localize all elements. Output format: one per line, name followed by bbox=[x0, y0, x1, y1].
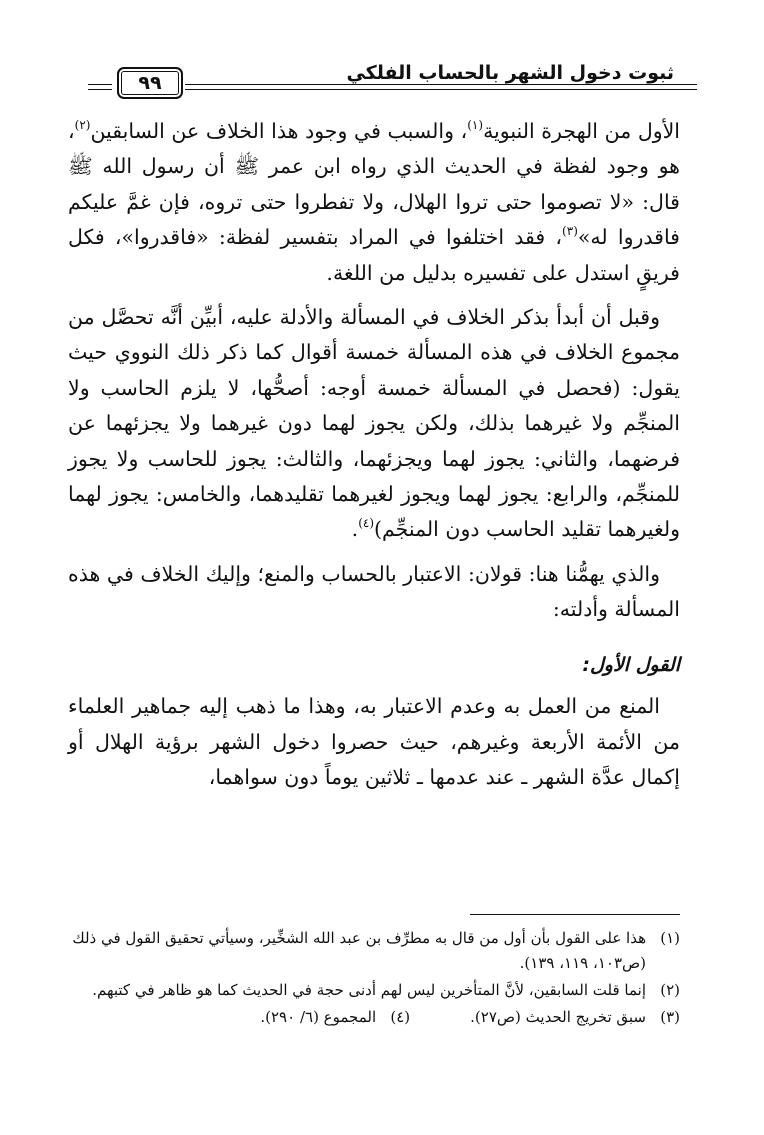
footnote-text: سبق تخريج الحديث (ص٢٧). bbox=[470, 1008, 646, 1026]
footnote-ref: (٢) bbox=[74, 118, 91, 132]
footnote-separator bbox=[470, 914, 680, 915]
footnote-ref: (١) bbox=[467, 118, 484, 132]
footnote bbox=[260, 1005, 410, 1030]
footnote-text: المجموع (٦/ ٢٩٠). bbox=[260, 1008, 377, 1026]
section-heading: القول الأول: bbox=[582, 653, 680, 676]
footnote-ref: (٣) bbox=[562, 224, 578, 239]
running-title: ثبوت دخول الشهر بالحساب الفلكي bbox=[346, 62, 674, 84]
footnote-number: (٤) bbox=[390, 1008, 411, 1026]
header-rule bbox=[185, 84, 697, 90]
header-rule-short bbox=[88, 84, 112, 90]
footnote-ref: (٤) bbox=[358, 516, 375, 531]
footnotes bbox=[68, 926, 680, 1030]
page-number: ٩٩ bbox=[117, 67, 183, 99]
footnote-number: (٣) bbox=[660, 1008, 680, 1026]
footnote-number: (١) bbox=[660, 929, 680, 947]
footnote bbox=[68, 978, 680, 1003]
main-text bbox=[68, 114, 680, 804]
paragraph: المنع من العمل به وعدم الاعتبار به، وهذا ما ذهب إليه جماهير العلماء من الأئمة الأربعة وغيرهم، حيث حصروا دخول الشهر برؤية الهلال أو إكمال عدَّة الشهر ـ عند عدمها ـ ثلاثين يوماً دون سواهما، bbox=[68, 694, 680, 789]
footnote bbox=[68, 926, 680, 976]
paragraph: والذي يهمُّنا هنا: قولان: الاعتبار بالحساب والمنع؛ وإليك الخلاف في هذه المسألة وأدلته: bbox=[68, 561, 680, 622]
footnote bbox=[470, 1005, 680, 1030]
footnote-row bbox=[68, 1005, 680, 1030]
paragraph: الأول من الهجرة النبوية$^{(١)}$، والسبب في وجود هذا الخلاف عن السابقين$^{(٢)}$، هو وجود لفظة في الحديث الذي رواه ابن عمر ﷺ أن رسول الله ﷺ قال: «لا تصوموا حتى تروا الهلال، ولا تفطروا حتى تروه، فإن غمَّ عليكم فاقدروا له»$^{(٣)}$، فقد اختلفوا في المراد بتفسير لفظة: «فاقدروا»، فكل فريقٍ استدل على تفسيره بدليل من اللغة. bbox=[68, 118, 681, 285]
paragraph: وقبل أن أبدأ بذكر الخلاف في المسألة والأدلة عليه، أبيِّن أنَّه تحصَّل من مجموع الخلاف في هذه المسألة خمسة أقوال كما ذكر ذلك النووي حيث يقول: (فحصل في المسألة خمسة أوجه: أصحُّها، لا يلزم الحاسب ولا المنجِّم ولا غيرهما بذلك، ولكن يجوز لهما دون غيرهما ولا يجزئهما عن فرضهما، والثاني: يجوز لهما ويجزئهما، والثالث: يجوز للحاسب ولا يجوز للمنجِّم، والرابع: يجوز لهما ويجوز لغيرهما تقليدهما، والخامس: يجوز لهما ولغيرهما تقليد الحاسب دون المنجِّم)$^{(٤)}$. bbox=[68, 305, 680, 542]
footnote-text: إنما قلت السابقين، لأنَّ المتأخرين ليس لهم أدنى حجة في الحديث كما هو ظاهر في كتبهم. bbox=[92, 981, 646, 999]
footnote-number: (٢) bbox=[660, 981, 680, 999]
footnote-text: هذا على القول بأن أول من قال به مطرِّف بن عبد الله الشخِّير، وسيأتي تحقيق القول في ذلك (ص١٠٣، ١١٩، ١٣٩). bbox=[72, 929, 646, 972]
